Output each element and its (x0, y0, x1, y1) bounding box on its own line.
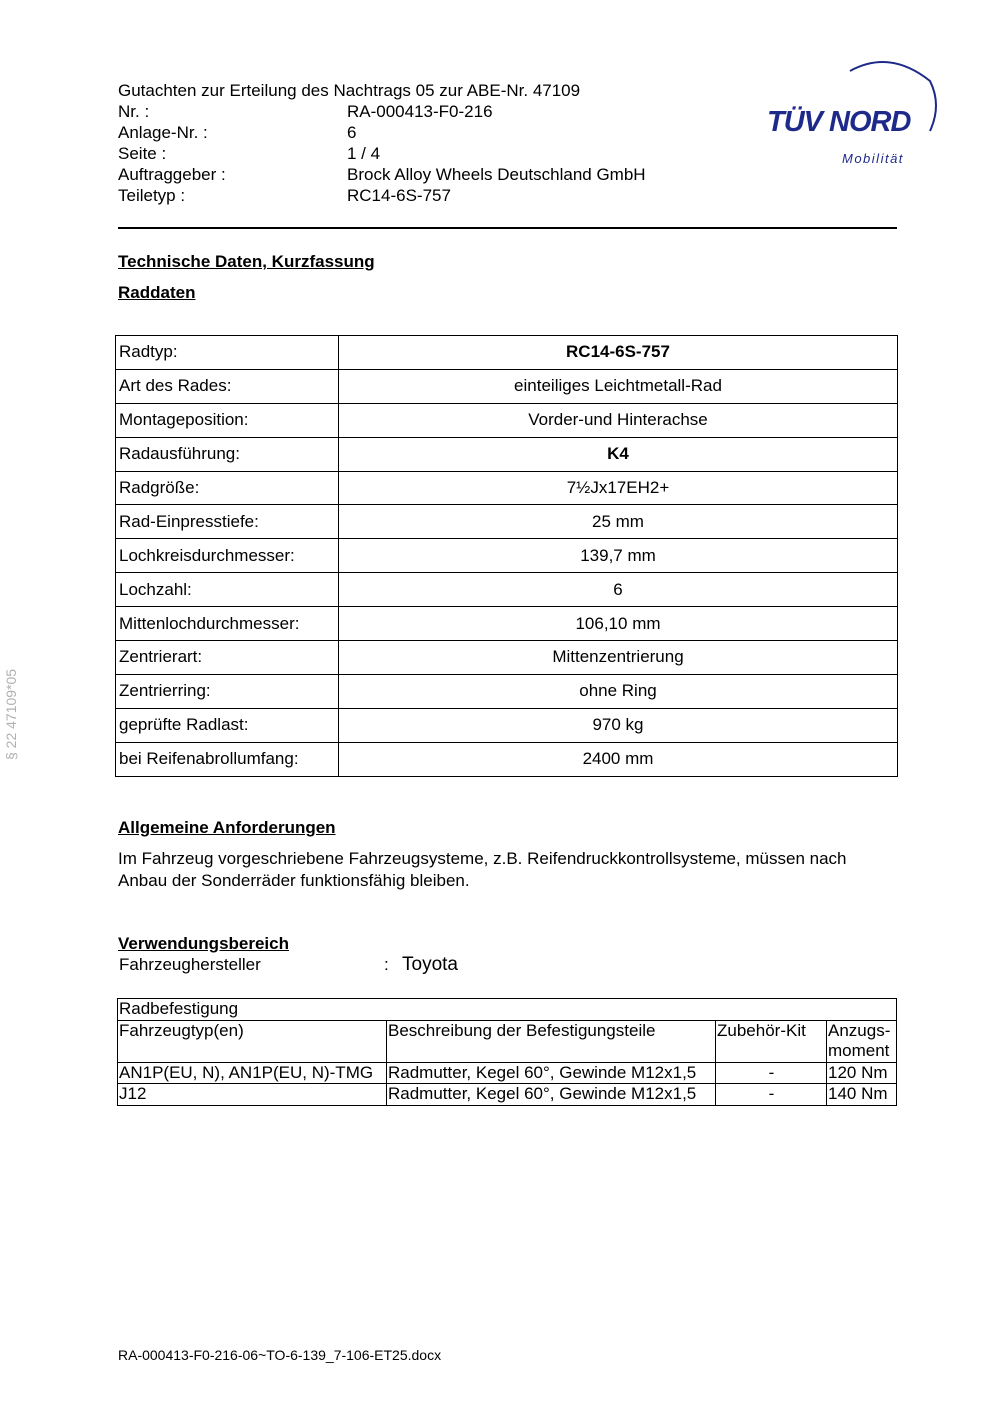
row-value: 25 mm (339, 505, 898, 539)
row-value: einteiliges Leichtmetall-Rad (339, 369, 898, 403)
row-label: Montageposition: (116, 403, 339, 437)
requirements-text: Im Fahrzeug vorgeschriebene Fahrzeugsysteme, z.B. Reifendruckkontrollsysteme, müssen nach Anbau der Sonderräder funktionsfähig bleiben. (118, 849, 847, 890)
table-row (118, 1084, 897, 1106)
table-row (116, 505, 898, 539)
column-header: Zubehör-Kit (716, 1020, 827, 1062)
table-row (118, 1062, 897, 1084)
row-value: ohne Ring (339, 674, 898, 708)
column-header: Fahrzeugtyp(en) (118, 1020, 387, 1062)
row-label: Rad-Einpresstiefe: (116, 505, 339, 539)
row-label: Radausführung: (116, 437, 339, 471)
table-cell: 140 Nm (827, 1084, 897, 1106)
table-row (116, 369, 898, 403)
row-label: Art des Rades: (116, 369, 339, 403)
field-value-teiletyp: RC14-6S-757 (347, 186, 451, 205)
table-cell: - (716, 1084, 827, 1106)
row-label: Zentrierart: (116, 641, 339, 675)
field-label-anlage: Anlage-Nr. : (118, 123, 208, 142)
table-row (116, 539, 898, 573)
row-label: Radgröße: (116, 471, 339, 505)
table-cell: J12 (118, 1084, 387, 1106)
field-value-auftraggeber: Brock Alloy Wheels Deutschland GmbH (347, 165, 646, 184)
table-cell: AN1P(EU, N), AN1P(EU, N)-TMG (118, 1062, 387, 1084)
row-label: Zentrierring: (116, 674, 339, 708)
field-value-seite: 1 / 4 (347, 144, 381, 163)
manufacturer-separator: : (384, 955, 389, 974)
row-label: Mittenlochdurchmesser: (116, 607, 339, 641)
field-label-seite: Seite : (118, 144, 167, 163)
row-label: Lochzahl: (116, 573, 339, 607)
table-row (116, 336, 898, 370)
row-value: 7½Jx17EH2+ (339, 471, 898, 505)
table-row (116, 607, 898, 641)
row-value: 139,7 mm (339, 539, 898, 573)
side-stamp: § 22 47109*05 (3, 668, 19, 760)
usage-heading: Verwendungsbereich (118, 934, 289, 953)
table-row (116, 641, 898, 675)
table-row (116, 437, 898, 471)
table-cell: 120 Nm (827, 1062, 897, 1084)
field-value-nr: RA-000413-F0-216 (347, 102, 493, 121)
manufacturer-value: Toyota (402, 954, 458, 975)
wheel-heading: Raddaten (118, 283, 196, 302)
column-header: Beschreibung der Befestigungsteile (387, 1020, 716, 1062)
table-title-row (118, 999, 897, 1021)
field-label-nr: Nr. : (118, 102, 150, 121)
table-row (116, 573, 898, 607)
table-cell: Radmutter, Kegel 60°, Gewinde M12x1,5 (387, 1084, 716, 1106)
row-label: bei Reifenabrollumfang: (116, 742, 339, 776)
table-row (116, 708, 898, 742)
row-value: Mittenzentrierung (339, 641, 898, 675)
table-row (116, 471, 898, 505)
row-label: Lochkreisdurchmesser: (116, 539, 339, 573)
row-value: 2400 mm (339, 742, 898, 776)
fixing-table-title: Radbefestigung (118, 999, 897, 1021)
footer-filename: RA-000413-F0-216-06~TO-6-139_7-106-ET25.docx (118, 1347, 442, 1363)
header-divider (118, 227, 897, 229)
field-label-auftraggeber: Auftraggeber : (118, 165, 226, 184)
requirements-heading: Allgemeine Anforderungen (118, 818, 336, 837)
row-value: K4 (339, 437, 898, 471)
row-value: RC14-6S-757 (339, 336, 898, 370)
row-value: 6 (339, 573, 898, 607)
logo-wordmark: TÜV NORD (767, 106, 911, 138)
wheel-data-table (115, 335, 898, 777)
table-row (116, 742, 898, 776)
technical-heading: Technische Daten, Kurzfassung (118, 252, 375, 271)
row-label: Radtyp: (116, 336, 339, 370)
table-row (116, 674, 898, 708)
table-header-row (118, 1020, 897, 1062)
table-cell: Radmutter, Kegel 60°, Gewinde M12x1,5 (387, 1062, 716, 1084)
logo-subtitle: Mobilität (842, 151, 904, 166)
field-label-teiletyp: Teiletyp : (118, 186, 186, 205)
field-value-anlage: 6 (347, 123, 357, 142)
table-row (116, 403, 898, 437)
row-value: 106,10 mm (339, 607, 898, 641)
row-value: 970 kg (339, 708, 898, 742)
document-title: Gutachten zur Erteilung des Nachtrags 05 zur ABE-Nr. 47109 (118, 81, 581, 100)
manufacturer-label: Fahrzeughersteller (119, 955, 261, 974)
column-header: Anzugs-moment (827, 1020, 897, 1062)
row-value: Vorder-und Hinterachse (339, 403, 898, 437)
wheel-fixing-table (117, 998, 897, 1106)
row-label: geprüfte Radlast: (116, 708, 339, 742)
table-cell: - (716, 1062, 827, 1084)
